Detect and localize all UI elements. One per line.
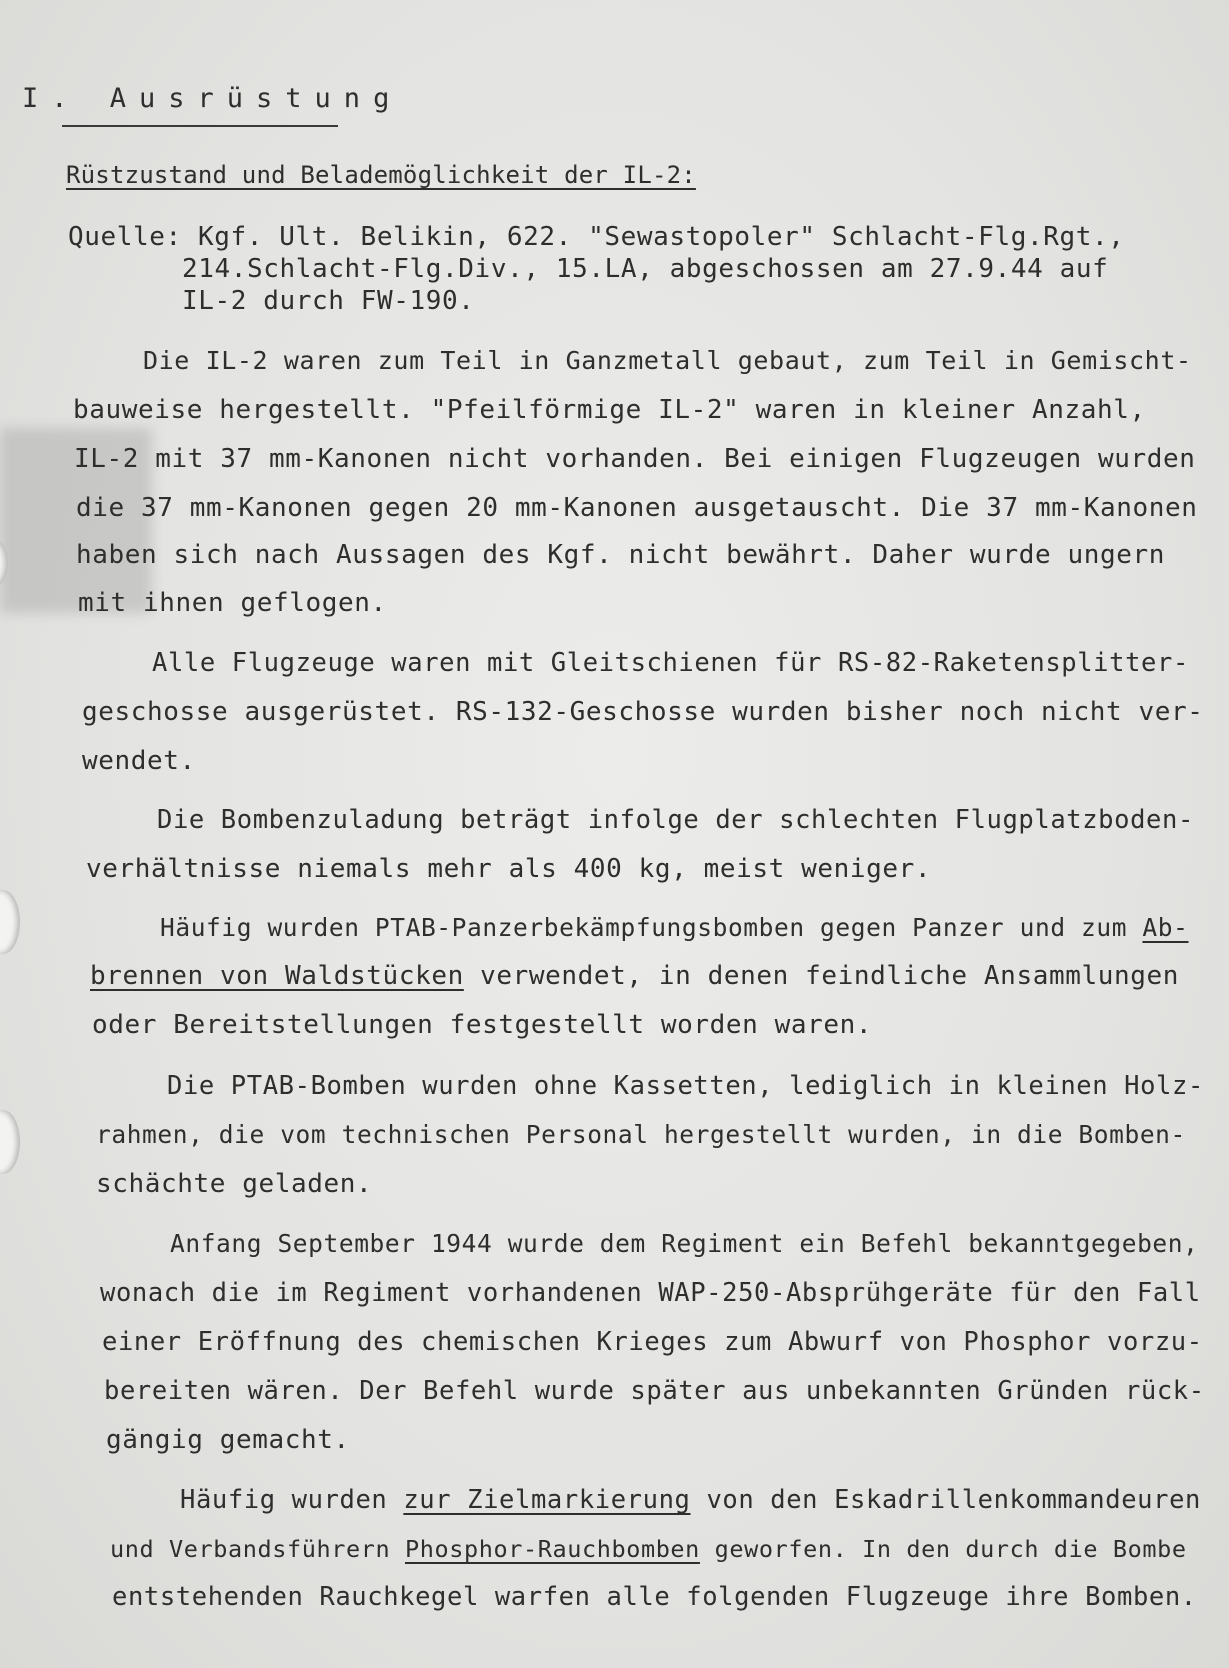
text-segment: von den Eskadrillenkommandeuren	[690, 1485, 1201, 1515]
source-line: IL-2 durch FW-190.	[182, 286, 475, 316]
paragraph-line: wendet.	[82, 746, 196, 776]
paragraph-line: entstehenden Rauchkegel warfen alle folgenden Flugzeuge ihre Bomben.	[112, 1582, 1197, 1612]
paragraph-line: mit ihnen geflogen.	[78, 588, 387, 618]
underlined-text: brennen von Waldstücken	[90, 961, 464, 991]
paragraph-line: bereiten wären. Der Befehl wurde später aus unbekannten Gründen rück-	[104, 1376, 1205, 1406]
paragraph-line: Die IL-2 waren zum Teil in Ganzmetall gebaut, zum Teil in Gemischt-	[143, 346, 1192, 375]
paragraph-line	[180, 1485, 1201, 1515]
text-segment: Häufig wurden PTAB-Panzerbekämpfungsbomben gegen Panzer und zum	[160, 913, 1143, 942]
punch-hole	[0, 890, 20, 954]
text-segment: Häufig wurden	[180, 1485, 404, 1515]
subheading: Rüstzustand und Belademöglichkeit der IL-2:	[66, 161, 696, 189]
paragraph-line: Alle Flugzeuge waren mit Gleitschienen für RS-82-Raketensplitter-	[152, 648, 1189, 678]
paragraph-line: oder Bereitstellungen festgestellt worden waren.	[92, 1010, 873, 1040]
punch-hole	[0, 1110, 20, 1174]
heading-underline	[62, 125, 338, 127]
paragraph-line: verhältnisse niemals mehr als 400 kg, meist weniger.	[86, 854, 932, 884]
paragraph-line: rahmen, die vom technischen Personal hergestellt wurden, in die Bomben-	[96, 1120, 1186, 1149]
underlined-text: zur Zielmarkierung	[403, 1485, 691, 1515]
paragraph-line: einer Eröffnung des chemischen Krieges zum Abwurf von Phosphor vorzu-	[102, 1327, 1203, 1357]
paragraph-line: geschosse ausgerüstet. RS-132-Geschosse wurden bisher noch nicht ver-	[82, 697, 1204, 727]
section-heading: I. Ausrüstung	[22, 83, 403, 114]
paragraph-line: die 37 mm-Kanonen gegen 20 mm-Kanonen ausgetauscht. Die 37 mm-Kanonen	[76, 493, 1198, 523]
paragraph-line: Die Bombenzuladung beträgt infolge der schlechten Flugplatzboden-	[157, 805, 1194, 835]
source-line: Quelle: Kgf. Ult. Belikin, 622. "Sewastopoler" Schlacht-Flg.Rgt.,	[68, 222, 1125, 252]
paragraph-line: IL-2 mit 37 mm-Kanonen nicht vorhanden. Bei einigen Flugzeugen wurden	[74, 444, 1196, 474]
paragraph-line: Anfang September 1944 wurde dem Regiment ein Befehl bekanntgegeben,	[170, 1229, 1199, 1258]
paragraph-line	[110, 1534, 1187, 1564]
text-segment: verwendet, in denen feindliche Ansammlungen	[463, 961, 1179, 991]
underlined-text: Phosphor-Rauchbomben	[404, 1535, 700, 1563]
paragraph-line	[90, 961, 1179, 991]
paragraph-line: bauweise hergestellt. "Pfeilförmige IL-2" waren in kleiner Anzahl,	[73, 395, 1146, 425]
paragraph-line: Die PTAB-Bomben wurden ohne Kassetten, lediglich in kleinen Holz-	[167, 1071, 1204, 1101]
text-segment: und Verbandsführern	[110, 1535, 405, 1563]
text-segment: geworfen. In den durch die Bombe	[699, 1535, 1187, 1563]
paragraph-line: gängig gemacht.	[106, 1425, 350, 1455]
source-line: 214.Schlacht-Flg.Div., 15.LA, abgeschossen am 27.9.44 auf	[182, 254, 1109, 284]
paragraph-line	[160, 913, 1188, 943]
paragraph-line: schächte geladen.	[96, 1169, 373, 1199]
paragraph-line: haben sich nach Aussagen des Kgf. nicht bewährt. Daher wurde ungern	[76, 540, 1165, 570]
paragraph-line: wonach die im Regiment vorhandenen WAP-250-Absprühgeräte für den Fall	[100, 1278, 1201, 1308]
underlined-text: Ab-	[1142, 913, 1189, 942]
